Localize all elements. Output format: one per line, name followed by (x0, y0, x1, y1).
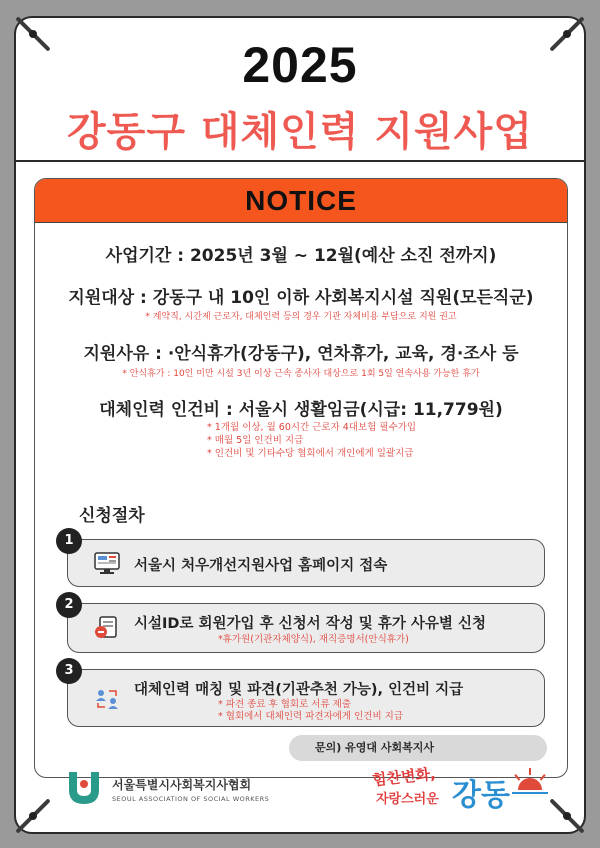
labor-cost-note: * 1개월 이상, 월 60시간 근로자 4대보험 필수가입 (207, 422, 417, 433)
labor-cost-note: * 인건비 및 기타수당 협회에서 개인에게 일괄지급 (207, 448, 414, 459)
pin-icon (549, 798, 584, 833)
monitor-icon (94, 551, 120, 575)
notice-box (34, 178, 568, 778)
support-target-note: * 계약직, 시간제 근로자, 대체인력 등의 경우 기관 자체비용 부담으로 지원 권고 (145, 312, 457, 322)
pin-icon (15, 798, 50, 833)
step-subnote: *휴가원(기관자체양식), 재직증명서(안식휴가) (218, 634, 409, 645)
people-exchange-icon (94, 687, 120, 711)
step-number: 1 (56, 528, 82, 554)
poster-year: 2025 (242, 37, 358, 93)
district-slogan: 자랑스러운 (376, 792, 439, 807)
support-reason: 지원사유 : ·안식휴가(강동구), 연차휴가, 교육, 경·조사 등 (83, 344, 519, 364)
step-text: 서울시 처우개선지원사업 홈페이지 접속 (134, 558, 388, 574)
district-sun-icon (512, 768, 548, 796)
labor-cost-notes (207, 421, 416, 460)
association-name-en: SEOUL ASSOCIATION OF SOCIAL WORKERS (112, 795, 270, 803)
step-subnote: * 파견 종료 후 협회로 서류 제출 (218, 699, 351, 710)
procedure-title: 신청절차 (79, 506, 145, 526)
procedure-step-2 (64, 597, 545, 653)
step-number: 2 (56, 592, 82, 618)
step-text: 대체인력 매칭 및 파견(기관추천 가능), 인건비 지급 (134, 682, 464, 698)
document-icon (94, 616, 120, 640)
poster-title: 강동구 대체인력 지원사업 (67, 109, 533, 155)
procedure-step-1 (64, 533, 545, 587)
labor-cost: 대체인력 인건비 : 서울시 생활임금(시급: 11,779원) (99, 400, 503, 420)
notice-heading: NOTICE (35, 179, 567, 223)
step-number: 3 (56, 658, 82, 684)
poster (14, 16, 586, 834)
business-period: 사업기간 : 2025년 3월 ~ 12월(예산 소진 전까지) (105, 246, 497, 266)
association-logo (64, 768, 104, 808)
step-subnote: * 협회에서 대체인력 파견자에게 인건비 지급 (218, 711, 404, 722)
district-slogan: 힘찬변화, (371, 764, 437, 790)
step-text: 시설ID로 회원가입 후 신청서 작성 및 휴가 사유별 신청 (134, 616, 486, 632)
title-divider (16, 160, 584, 162)
support-reason-note: * 안식휴가 : 10인 미만 시설 3년 이상 근속 종사자 대상으로 1회 5일 연속사용 가능한 휴가 (122, 369, 480, 379)
inquiry-contact: 문의) 유영대 사회복지사 (289, 735, 547, 761)
district-logo-text: 강동 (452, 778, 510, 813)
labor-cost-note: * 매월 5일 인건비 지급 (207, 435, 304, 446)
procedure-step-3 (64, 663, 545, 727)
association-name: 서울특별시사회복지사협회 (112, 778, 252, 792)
support-target: 지원대상 : 강동구 내 10인 이하 사회복지시설 직원(모든직군) (68, 288, 534, 308)
